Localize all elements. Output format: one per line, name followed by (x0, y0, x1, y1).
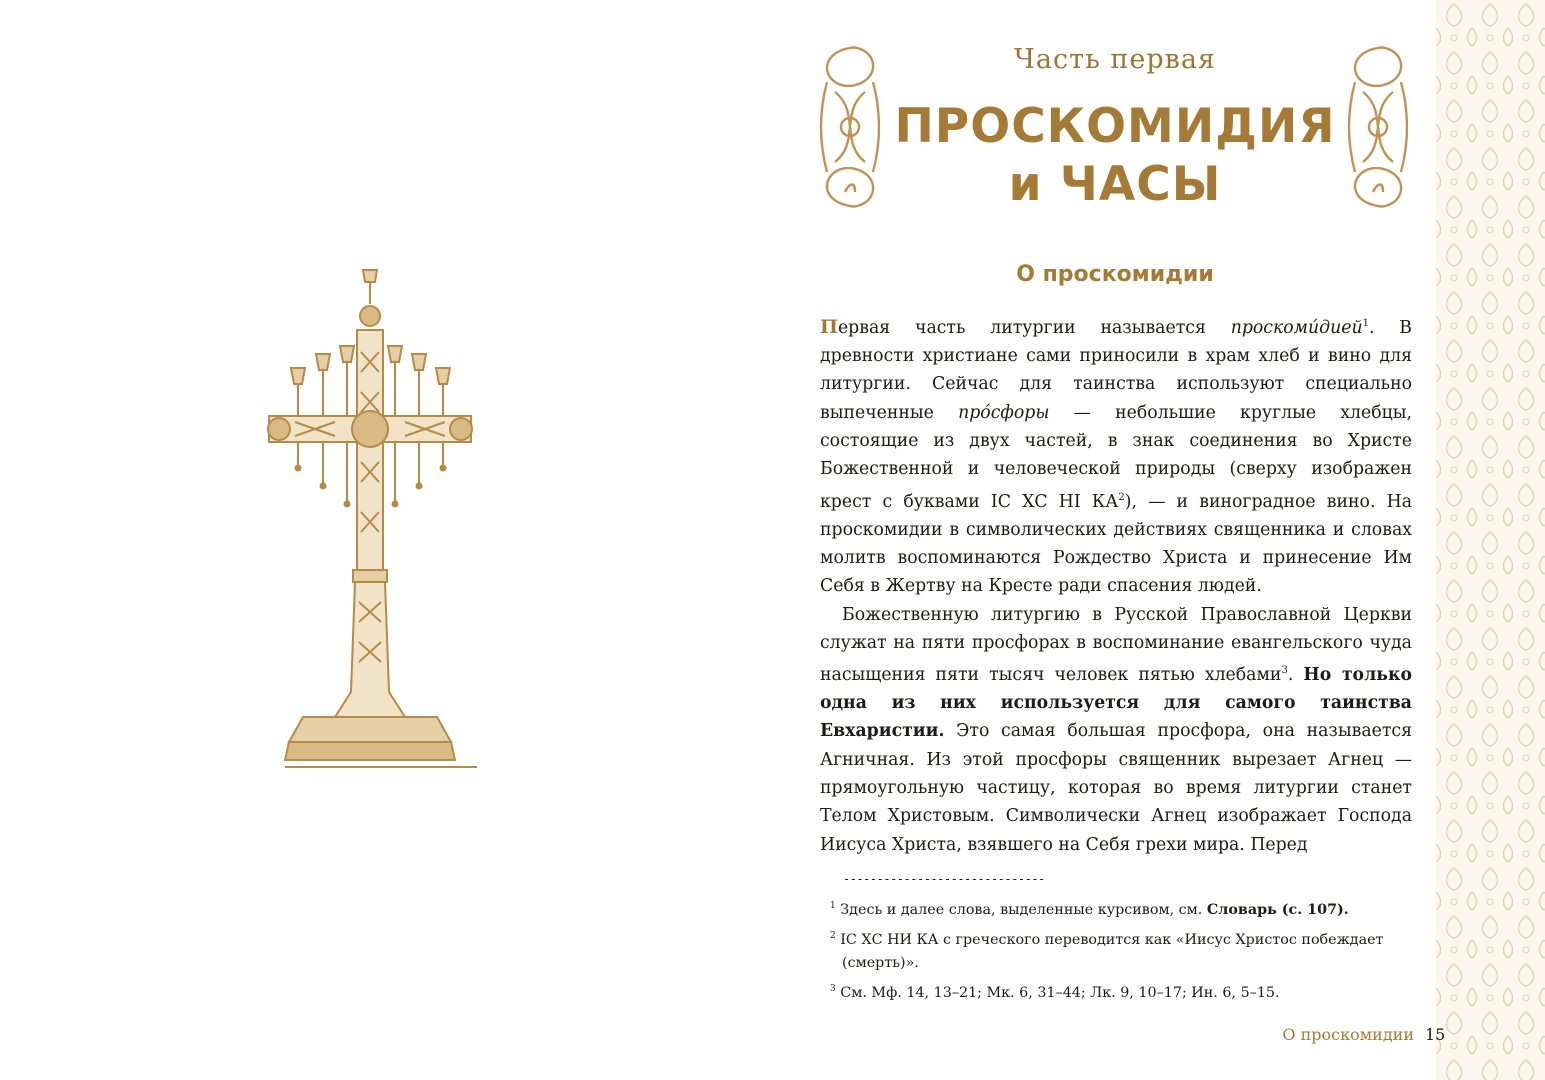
footnote-bold: Словарь (с. 107). (1206, 901, 1349, 918)
footnote-text: Здесь и далее слова, выделенные курсивом, см. (835, 901, 1207, 918)
footnote-mark: 2 (830, 930, 836, 941)
footnote-ref-1: 1 (1362, 318, 1369, 329)
candelabra-cross-icon (255, 262, 485, 774)
footnote-separator: ------------------------------ (843, 872, 1045, 886)
footnote-3 (830, 978, 1410, 1005)
footnote-2 (830, 925, 1410, 975)
section-heading: О проскомидии (1016, 262, 1214, 287)
paragraph-1 (820, 310, 1412, 601)
text-run: ервая часть литургии называется (837, 317, 1231, 338)
footnote-mark: 1 (830, 901, 836, 911)
running-head: О проскомидии (1282, 1025, 1414, 1044)
text-run: . В древности христиане сами приносили в храм хлеб и вино для литургии. Сейчас для таинства используют специально выпеченные (820, 317, 1412, 423)
text-run: Божественную литургию в Русской Православной Церкви служат на пяти просфорах в воспоминание евангельского чуда насыщения пяти тысяч человек пятью хлебами (820, 604, 1412, 685)
footnotes (830, 895, 1410, 1007)
drop-cap: П (820, 315, 838, 338)
paragraph-2 (820, 601, 1412, 859)
footnote-text: См. Мф. 14, 13–21; Мк. 6, 31–44; Лк. 9, 10–17; Ин. 6, 5–15. (835, 984, 1280, 1001)
footnote-ref-2: 2 (1118, 491, 1125, 503)
italic-term: проскоми́дией (1230, 317, 1363, 338)
part-title-line-1: ПРОСКОМИДИЯ (894, 99, 1336, 154)
bold-phrase: Но только одна из них используется для самого таинства Евхаристии. (820, 664, 1412, 742)
italic-term: про́сфоры (958, 402, 1050, 423)
footnote-ref-3: 3 (1281, 665, 1288, 677)
part-title (880, 98, 1350, 214)
page-number: 15 (1425, 1025, 1446, 1044)
part-title-line-2: и ЧАСЫ (1008, 157, 1222, 212)
body-text (820, 310, 1412, 859)
lace-border-decoration (1436, 0, 1545, 1080)
text-run: . (1287, 664, 1304, 685)
celtic-knot-ornament-right-icon (1343, 42, 1413, 212)
left-page (0, 0, 770, 1080)
text-run: Это самая большая просфора, она называется Агничная. Из этой просфоры священник вырезает Агнец — прямоугольную частицу, которая во время литургии станет Телом Христовым. Символически Агнец изображает Господа Иисуса Христа, взявшего на Себя грехи мира. Перед (820, 721, 1412, 855)
text-run: ), — и виноградное вино. На проскомидии в символических действиях священника и словах молитв воспоминаются Рождество Христа и принесение Им Себя в Жертву на Кресте ради спасения людей. (820, 491, 1412, 597)
celtic-knot-ornament-left-icon (815, 42, 885, 212)
footnote-mark: 3 (830, 983, 836, 994)
footnote-1 (830, 895, 1410, 922)
part-label: Часть первая (1014, 44, 1216, 75)
text-run: — небольшие круглые хлебцы, состоящие из двух частей, в знак соединения во Христе Божественной и человеческой природы (сверху изображен крест с буквами IС ХС НІ КА (820, 402, 1412, 512)
footnote-text: IС ХС НИ КА с греческого переводится как «Иисус Христос побеждает (смерть)». (835, 931, 1384, 971)
